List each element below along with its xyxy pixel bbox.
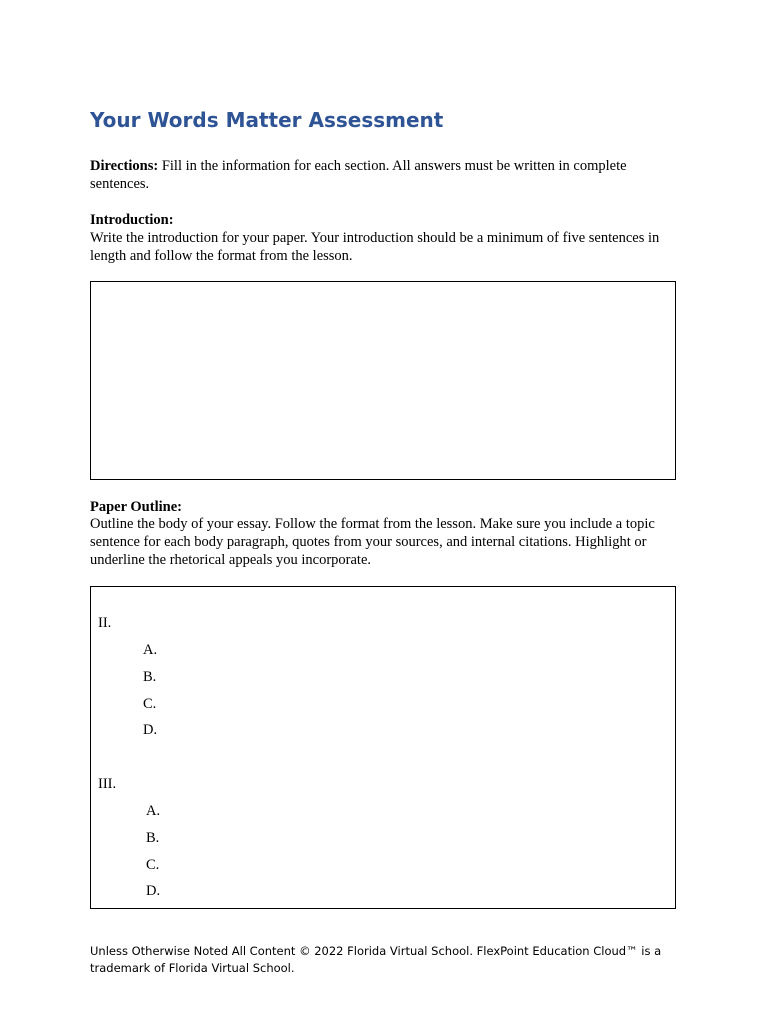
- outline-item-ii-c: C.: [143, 696, 157, 712]
- introduction-answer-box[interactable]: [90, 281, 676, 480]
- outline-item-iii-d: D.: [146, 883, 161, 899]
- outline-item-iii-b: B.: [146, 830, 160, 846]
- directions-paragraph: [90, 157, 680, 193]
- directions-label: Directions:: [90, 158, 159, 174]
- outline-heading: Paper Outline:: [90, 499, 182, 515]
- outline-item-ii-b: B.: [143, 669, 157, 685]
- outline-item-ii-a: A.: [143, 642, 158, 658]
- introduction-instructions: Write the introduction for your paper. Your introduction should be a minimum of five sentences in length and follow the format from the lesson.: [90, 230, 660, 264]
- outline-item-iii-c: C.: [146, 857, 160, 873]
- directions-text: Fill in the information for each section. All answers must be written in complete sentences.: [90, 158, 627, 192]
- outline-numeral-ii: II.: [98, 615, 112, 631]
- outline-item-iii-a: A.: [146, 803, 161, 819]
- outline-answer-box[interactable]: [90, 586, 676, 909]
- page-title: Your Words Matter Assessment: [90, 108, 444, 132]
- outline-numeral-iii: III.: [98, 776, 117, 792]
- outline-item-ii-d: D.: [143, 722, 158, 738]
- copyright-footer: Unless Otherwise Noted All Content © 2022 Florida Virtual School. FlexPoint Education Cloud™ is a trademark of Florida Virtual School.: [90, 944, 662, 975]
- outline-instructions: Outline the body of your essay. Follow the format from the lesson. Make sure you include a topic sentence for each body paragraph, quotes from your sources, and internal citations. Highlight or underline the rhetorical appeals you incorporate.: [90, 516, 655, 568]
- introduction-heading: Introduction:: [90, 212, 174, 228]
